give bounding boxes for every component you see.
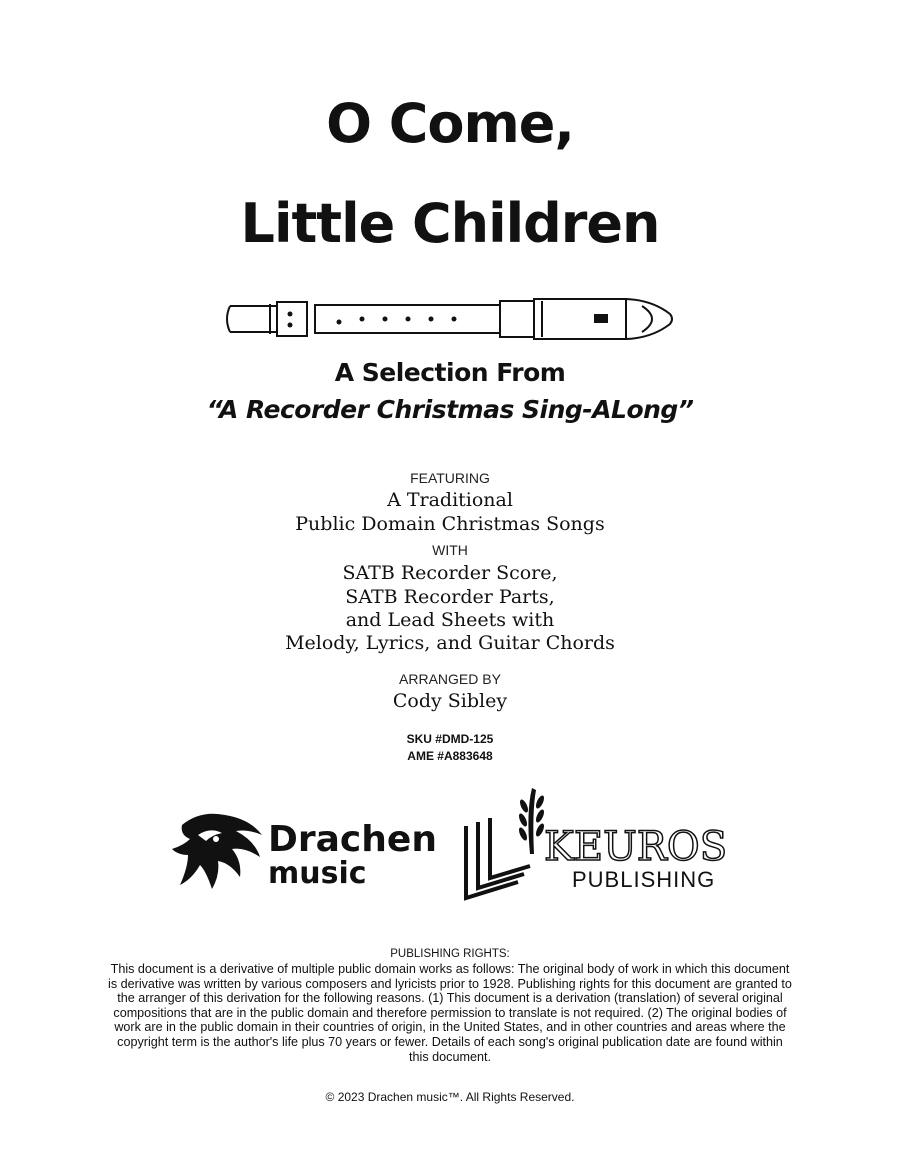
drachen-music-logo — [170, 805, 440, 900]
publishing-rights-text: This document is a derivative of multiple public domain works as follows: The original body of work in which this document is derivative was written by various composers and lyricists prior to 1928. Publishing rights for this document are granted to the arranger of this derivation for the following reasons. (1) This document is a derivation (translation) of several original compositions that are in the public domain and therefore permission to translate is not required. (2) The original bodies of work are in the public domain in their countries of origin, in the United States, and in other countries and areas where the copyright term is the author's life plus 70 years or fewer. Details of each song's original publication date are found within this document. — [108, 962, 792, 1064]
keuros-publishing-logo — [460, 782, 735, 904]
dragon-head-icon — [172, 814, 262, 889]
publishing-rights-heading: PUBLISHING RIGHTS: — [390, 948, 510, 960]
featuring-line-4: SATB Recorder Parts, — [345, 586, 555, 608]
featuring-line-2: Public Domain Christmas Songs — [295, 513, 605, 535]
arranger-name: Cody Sibley — [392, 690, 508, 712]
arranged-by-label: ARRANGED BY — [399, 671, 501, 687]
featuring-line-5: and Lead Sheets with — [345, 609, 555, 631]
title-line-2: Little Children — [240, 192, 660, 255]
recorder-icon — [222, 292, 678, 346]
featuring-label: FEATURING — [410, 470, 490, 486]
copyright-notice: © 2023 Drachen music™. All Rights Reserved. — [325, 1090, 575, 1104]
featuring-line-1: A Traditional — [387, 489, 513, 511]
featuring-line-6: Melody, Lyrics, and Guitar Chords — [285, 632, 615, 654]
with-label: WITH — [432, 542, 468, 558]
drachen-logo-word: Drachen — [268, 819, 437, 860]
sku-code: SKU #DMD-125 — [406, 732, 494, 746]
music-logo-word: music — [268, 856, 367, 891]
featuring-line-3: SATB Recorder Score, — [342, 562, 558, 584]
keuros-logo-word: KEUROS — [544, 824, 728, 870]
wheat-icon — [517, 788, 545, 854]
publishing-logo-word: PUBLISHING — [572, 867, 716, 892]
title-line-1: O Come, — [326, 92, 574, 155]
subtitle-line-2: “A Recorder Christmas Sing-ALong” — [206, 395, 694, 424]
ame-code: AME #A883648 — [407, 749, 493, 763]
subtitle-line-1: A Selection From — [334, 358, 566, 387]
